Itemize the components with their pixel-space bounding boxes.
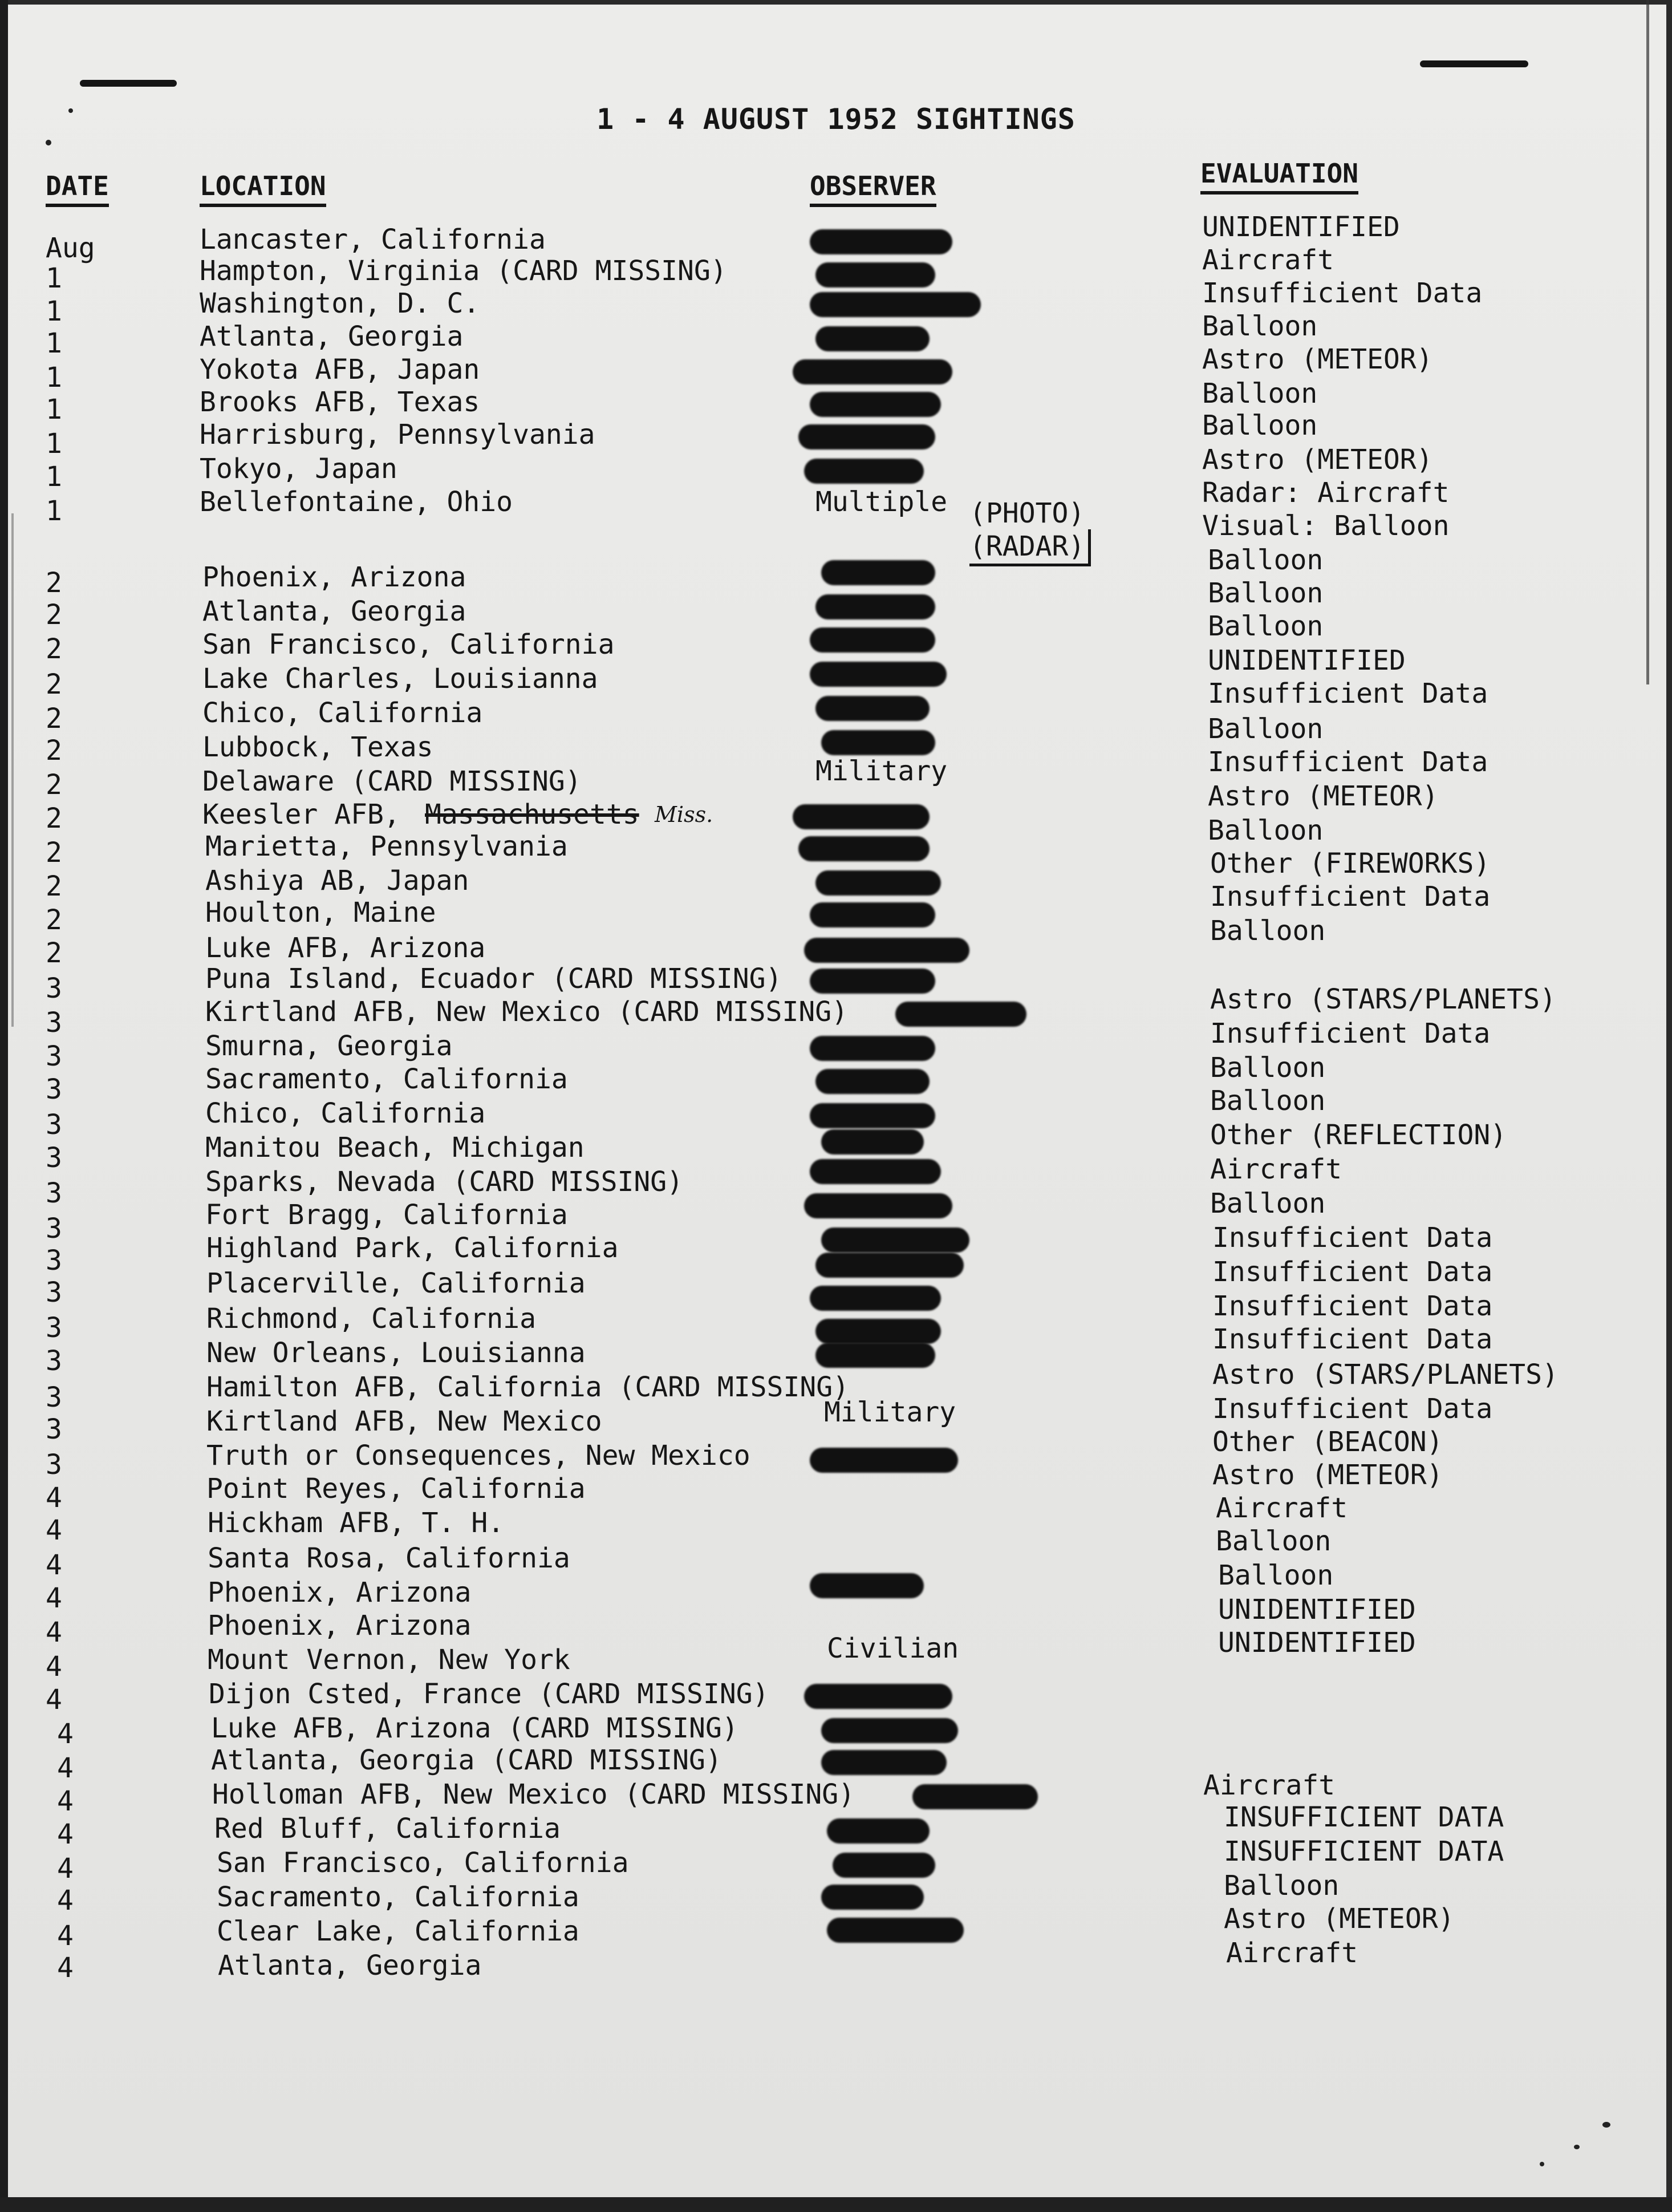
row-evaluation: UNIDENTIFIED xyxy=(1218,1594,1416,1626)
punch-mark-right xyxy=(1420,60,1528,67)
row-evaluation: Astro (METEOR) xyxy=(1202,444,1433,476)
redacted-observer xyxy=(810,1448,958,1473)
struck-text: Massachusetts xyxy=(425,799,639,830)
redacted-observer xyxy=(798,424,935,449)
row-date: 4 xyxy=(57,1818,74,1850)
row-location: Sparks, Nevada (CARD MISSING) xyxy=(205,1166,684,1198)
row-date: 4 xyxy=(57,1885,74,1917)
scan-speck xyxy=(1602,2122,1610,2128)
redacted-observer xyxy=(804,1684,952,1709)
row-date: 4 xyxy=(46,1582,62,1614)
row-date: 1 xyxy=(46,295,62,327)
row-location: Tokyo, Japan xyxy=(200,453,397,485)
row-date: 3 xyxy=(46,1345,62,1377)
row-evaluation: Insufficient Data xyxy=(1202,277,1483,309)
row-evaluation: Insufficient Data xyxy=(1212,1323,1493,1355)
row-date: 1 xyxy=(46,262,62,294)
row-location: Atlanta, Georgia xyxy=(200,321,464,353)
row-evaluation: Balloon xyxy=(1216,1525,1332,1557)
scan-speck xyxy=(1540,2162,1544,2166)
redacted-observer xyxy=(810,662,947,687)
row-location: Lake Charles, Louisianna xyxy=(202,663,598,695)
row-evaluation: Balloon xyxy=(1224,1870,1340,1902)
redacted-observer xyxy=(810,1159,941,1184)
row-date: 2 xyxy=(46,937,62,969)
row-date: 3 xyxy=(46,1109,62,1141)
row-location: Atlanta, Georgia xyxy=(218,1950,482,1982)
row-date: 2 xyxy=(46,870,62,902)
row-evaluation: Astro (STARS/PLANETS) xyxy=(1212,1359,1559,1391)
row-evaluation: Astro (METEOR) xyxy=(1202,343,1433,375)
row-evaluation: Visual: Balloon xyxy=(1202,510,1450,542)
row-location: Hamilton AFB, California (CARD MISSING) xyxy=(206,1371,850,1403)
row-date: 2 xyxy=(46,567,62,599)
row-location: Keesler AFB, xyxy=(202,799,400,830)
row-evaluation: Insufficient Data xyxy=(1208,678,1488,710)
row-date: 2 xyxy=(46,599,62,631)
row-location: Lancaster, California xyxy=(200,224,546,256)
redacted-observer xyxy=(793,359,952,384)
redacted-observer xyxy=(895,1002,1026,1027)
scan-edge-left xyxy=(0,0,8,2212)
punch-mark-left xyxy=(80,80,177,87)
redacted-observer xyxy=(810,1103,935,1128)
redacted-observer xyxy=(810,1573,924,1598)
redacted-observer xyxy=(810,392,941,417)
row-date: 1 xyxy=(46,461,62,493)
row-evaluation: Aircraft xyxy=(1216,1492,1348,1524)
row-evaluation: INSUFFICIENT DATA xyxy=(1224,1801,1504,1833)
row-date: 3 xyxy=(46,1040,62,1072)
row-location: Atlanta, Georgia xyxy=(202,595,466,627)
radar-label: (RADAR) xyxy=(969,529,1091,566)
row-evaluation: Astro (METEOR) xyxy=(1208,780,1439,812)
redacted-observer xyxy=(810,292,981,317)
row-date: 4 xyxy=(57,1785,74,1817)
row-evaluation: UNIDENTIFIED xyxy=(1208,645,1406,676)
row-evaluation: Balloon xyxy=(1208,713,1324,745)
row-location: Houlton, Maine xyxy=(205,897,436,929)
redacted-observer xyxy=(810,1036,935,1061)
row-evaluation: Insufficient Data xyxy=(1212,1290,1493,1322)
redacted-observer xyxy=(793,804,930,829)
row-location: Clear Lake, California xyxy=(217,1915,579,1947)
row-location: Sacramento, California xyxy=(217,1881,579,1913)
row-evaluation: Balloon xyxy=(1210,1052,1326,1084)
row-date: 2 xyxy=(46,904,62,936)
row-evaluation: Other (REFLECTION) xyxy=(1210,1119,1507,1151)
row-location: Washington, D. C. xyxy=(200,287,480,319)
scan-speck xyxy=(68,108,73,113)
row-evaluation: Insufficient Data xyxy=(1210,881,1491,913)
row-date: 4 xyxy=(57,1718,74,1750)
row-location: Point Reyes, California xyxy=(206,1473,586,1505)
row-location: Delaware (CARD MISSING) xyxy=(202,765,582,797)
redacted-observer xyxy=(821,560,935,585)
redacted-observer xyxy=(821,730,935,755)
row-date: 4 xyxy=(46,1684,62,1716)
row-date: 3 xyxy=(46,1245,62,1277)
redacted-observer xyxy=(815,594,935,619)
row-location: Richmond, California xyxy=(206,1303,536,1335)
row-location: Highland Park, California xyxy=(206,1232,619,1264)
redacted-observer xyxy=(827,1918,964,1943)
row-date: 4 xyxy=(46,1617,62,1648)
row-date: 3 xyxy=(46,1073,62,1105)
header-evaluation: EVALUATION xyxy=(1200,159,1358,195)
row-date: Aug xyxy=(46,232,95,264)
row-evaluation: Other (BEACON) xyxy=(1212,1426,1443,1458)
row-evaluation: Balloon xyxy=(1208,544,1324,576)
handwritten-correction: Miss. xyxy=(655,802,713,827)
row-evaluation: Aircraft xyxy=(1210,1153,1342,1185)
row-location: Hampton, Virginia (CARD MISSING) xyxy=(200,255,727,287)
scan-edge-left-inner xyxy=(11,513,14,1027)
row-evaluation: UNIDENTIFIED xyxy=(1202,211,1400,243)
row-location: Truth or Consequences, New Mexico xyxy=(206,1440,750,1472)
row-evaluation: Balloon xyxy=(1210,1188,1326,1220)
row-observer: Multiple xyxy=(815,486,948,518)
row-date: 4 xyxy=(57,1752,74,1784)
redacted-observer xyxy=(815,262,935,287)
row-date: 4 xyxy=(46,1651,62,1683)
row-evaluation: Insufficient Data xyxy=(1210,1018,1491,1050)
redacted-observer xyxy=(815,696,930,721)
row-date: 3 xyxy=(46,1007,62,1039)
row-date: 3 xyxy=(46,973,62,1004)
row-evaluation: Aircraft xyxy=(1203,1769,1336,1801)
row-date: 3 xyxy=(46,1449,62,1481)
row-date: 2 xyxy=(46,669,62,700)
redacted-observer xyxy=(815,1253,964,1278)
row-date: 4 xyxy=(46,1514,62,1546)
row-date: 4 xyxy=(57,1853,74,1885)
row-date: 3 xyxy=(46,1142,62,1174)
row-location: Red Bluff, California xyxy=(214,1813,561,1845)
photo-label: (PHOTO) xyxy=(969,497,1085,529)
row-location: New Orleans, Louisianna xyxy=(206,1337,586,1369)
row-location: Bellefontaine, Ohio xyxy=(200,486,513,518)
row-location: Luke AFB, Arizona (CARD MISSING) xyxy=(211,1712,738,1744)
redacted-observer xyxy=(798,836,930,861)
scan-edge-right xyxy=(1666,0,1672,2212)
scan-speck xyxy=(1574,2145,1580,2149)
row-location: Kirtland AFB, New Mexico xyxy=(206,1405,602,1437)
row-location: Ashiya AB, Japan xyxy=(205,865,469,897)
row-evaluation: Balloon xyxy=(1208,577,1324,609)
row-date: 3 xyxy=(46,1213,62,1245)
row-location: Manitou Beach, Michigan xyxy=(205,1132,585,1164)
redacted-observer xyxy=(821,1750,947,1775)
row-evaluation: Balloon xyxy=(1210,1085,1326,1117)
redacted-observer xyxy=(821,1227,969,1253)
redacted-observer xyxy=(815,1069,930,1094)
row-location: Chico, California xyxy=(202,697,483,729)
redacted-observer xyxy=(815,1319,941,1344)
row-date: 3 xyxy=(46,1312,62,1344)
redacted-observer xyxy=(827,1818,930,1844)
row-evaluation: Balloon xyxy=(1202,310,1318,342)
redacted-observer xyxy=(804,1193,952,1218)
row-evaluation: Balloon xyxy=(1218,1559,1334,1591)
row-evaluation: Aircraft xyxy=(1202,244,1334,276)
row-location: Smurna, Georgia xyxy=(205,1030,453,1062)
row-evaluation: Insufficient Data xyxy=(1208,746,1488,778)
row-observer: Civilian xyxy=(827,1632,959,1664)
redacted-observer xyxy=(815,326,930,351)
scan-edge-bottom xyxy=(0,2197,1672,2212)
row-location: Chico, California xyxy=(205,1097,486,1129)
redacted-observer xyxy=(804,459,924,484)
row-date: 1 xyxy=(46,362,62,394)
row-date: 2 xyxy=(46,735,62,767)
row-evaluation: UNIDENTIFIED xyxy=(1218,1627,1416,1659)
row-location: Yokota AFB, Japan xyxy=(200,354,480,386)
row-evaluation: Balloon xyxy=(1208,815,1324,846)
row-date: 1 xyxy=(46,327,62,359)
row-location: Placerville, California xyxy=(206,1267,586,1299)
row-date: 1 xyxy=(46,495,62,527)
row-location: Hickham AFB, T. H. xyxy=(208,1507,505,1539)
row-evaluation: Balloon xyxy=(1208,610,1324,642)
row-date: 2 xyxy=(46,837,62,869)
row-date: 3 xyxy=(46,1413,62,1445)
redacted-observer xyxy=(804,938,969,963)
redacted-observer xyxy=(810,229,952,254)
row-location: Fort Bragg, California xyxy=(205,1199,568,1231)
row-location: Holloman AFB, New Mexico (CARD MISSING) xyxy=(212,1778,855,1810)
row-date: 4 xyxy=(57,1952,74,1984)
row-date: 1 xyxy=(46,428,62,460)
scan-edge-top xyxy=(0,0,1672,5)
row-evaluation: Other (FIREWORKS) xyxy=(1210,848,1491,880)
redacted-observer xyxy=(810,969,935,994)
row-evaluation: INSUFFICIENT DATA xyxy=(1224,1836,1504,1867)
row-date: 4 xyxy=(57,1920,74,1952)
row-location: Dijon Csted, France (CARD MISSING) xyxy=(209,1678,769,1710)
row-evaluation: Insufficient Data xyxy=(1212,1393,1493,1425)
row-date: 4 xyxy=(46,1549,62,1581)
header-location: LOCATION xyxy=(200,171,326,207)
row-date: 2 xyxy=(46,769,62,801)
redacted-observer xyxy=(810,902,935,927)
redacted-observer xyxy=(833,1853,935,1878)
row-location: Luke AFB, Arizona xyxy=(205,932,486,964)
row-location: San Francisco, California xyxy=(202,629,615,661)
row-location: Lubbock, Texas xyxy=(202,731,433,763)
row-evaluation: Balloon xyxy=(1202,410,1318,441)
row-location: Phoenix, Arizona xyxy=(208,1577,472,1609)
row-location: Sacramento, California xyxy=(205,1063,568,1095)
row-location: Phoenix, Arizona xyxy=(202,561,466,593)
row-evaluation: Astro (METEOR) xyxy=(1212,1459,1443,1491)
row-evaluation: Balloon xyxy=(1202,378,1318,410)
row-evaluation: Astro (STARS/PLANETS) xyxy=(1210,983,1556,1015)
header-observer: OBSERVER xyxy=(810,171,936,207)
scan-speck xyxy=(46,140,51,145)
row-location: Mount Vernon, New York xyxy=(208,1644,570,1676)
row-location: Kirtland AFB, New Mexico (CARD MISSING) xyxy=(205,996,849,1028)
redacted-observer xyxy=(815,870,941,896)
row-date: 2 xyxy=(46,803,62,834)
row-date: 2 xyxy=(46,703,62,735)
redacted-observer xyxy=(821,1129,924,1154)
row-evaluation: Balloon xyxy=(1210,915,1326,947)
row-location: Santa Rosa, California xyxy=(208,1542,570,1574)
row-evaluation: Radar: Aircraft xyxy=(1202,477,1450,509)
row-location: Marietta, Pennsylvania xyxy=(205,830,568,862)
redacted-observer xyxy=(815,1343,935,1368)
redacted-observer xyxy=(810,1286,941,1311)
redacted-observer xyxy=(912,1784,1038,1809)
row-location: Brooks AFB, Texas xyxy=(200,386,480,418)
row-location: Harrisburg, Pennsylvania xyxy=(200,419,595,451)
row-location: Atlanta, Georgia (CARD MISSING) xyxy=(211,1744,722,1776)
row-evaluation: Astro (METEOR) xyxy=(1224,1903,1455,1935)
page-title: 1 - 4 AUGUST 1952 SIGHTINGS xyxy=(596,103,1076,136)
row-evaluation: Insufficient Data xyxy=(1212,1256,1493,1288)
redacted-observer xyxy=(810,627,935,653)
row-date: 1 xyxy=(46,394,62,426)
redacted-observer xyxy=(821,1885,924,1910)
row-date: 3 xyxy=(46,1277,62,1308)
row-location: San Francisco, California xyxy=(217,1847,629,1879)
row-location: Phoenix, Arizona xyxy=(208,1610,472,1642)
row-evaluation: Insufficient Data xyxy=(1212,1222,1493,1254)
row-date: 3 xyxy=(46,1177,62,1209)
row-date: 3 xyxy=(46,1382,62,1413)
row-date: 2 xyxy=(46,633,62,665)
row-evaluation: Aircraft xyxy=(1226,1937,1358,1969)
redacted-observer xyxy=(821,1718,958,1743)
row-location: Puna Island, Ecuador (CARD MISSING) xyxy=(205,963,782,995)
row-observer: Military xyxy=(824,1396,956,1428)
header-date: DATE xyxy=(46,171,109,207)
row-date: 4 xyxy=(46,1482,62,1514)
row-observer: Military xyxy=(815,755,948,787)
